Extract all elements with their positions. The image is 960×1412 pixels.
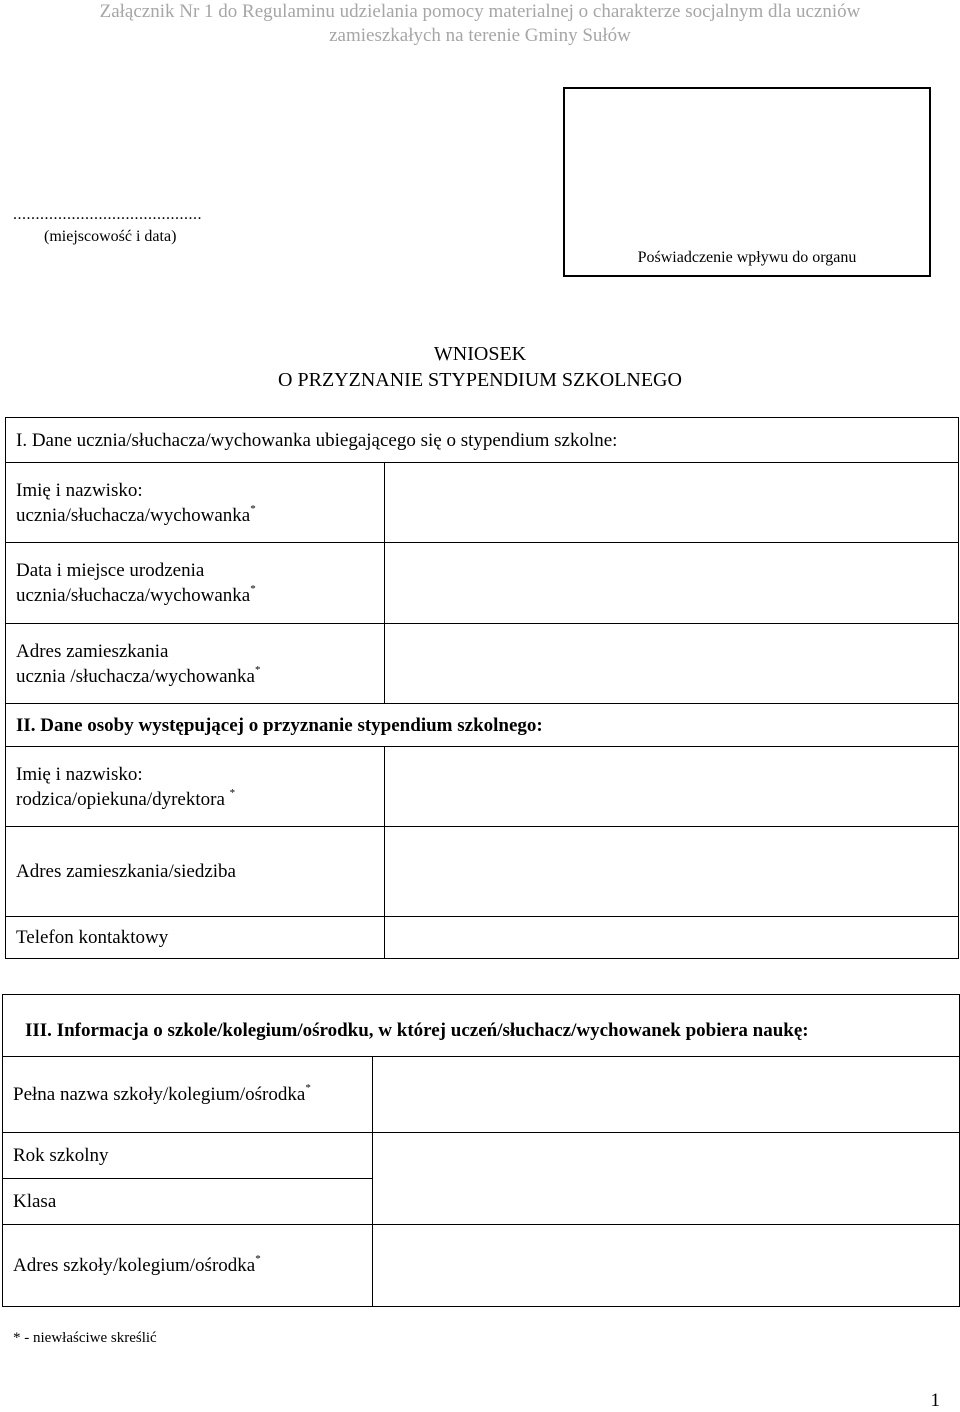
page-number: 1 [930,1390,940,1411]
receipt-stamp-label: Poświadczenie wpływu do organu [637,249,857,266]
section-1-heading: I. Dane ucznia/słuchacza/wychowanka ubiegającego się o stypendium szkolne: [6,418,959,463]
applicant-name-label: Imię i nazwisko: rodzica/opiekuna/dyrektora * [6,747,385,827]
applicant-phone-field[interactable] [385,917,959,959]
school-name-label: Pełna nazwa szkoły/kolegium/ośrodka* [3,1057,373,1133]
school-address-field[interactable] [373,1225,960,1307]
document-title: WNIOSEK [433,343,527,365]
section-3-table [2,994,960,1307]
student-name-field[interactable] [385,463,959,543]
section-3-heading: III. Informacja o szkole/kolegium/ośrodku, w której uczeń/słuchacz/wychowanek pobiera naukę: [3,995,960,1057]
school-address-label: Adres szkoły/kolegium/ośrodka* [3,1225,373,1307]
footnote: * - niewłaściwe skreślić [13,1330,157,1346]
place-date-dotted-line[interactable]: .......................................... [13,206,202,223]
school-name-field[interactable] [373,1057,960,1133]
attachment-header-line-2: zamieszkałych na terenie Gminy Sułów [329,25,631,46]
section-2-heading: II. Dane osoby występującej o przyznanie stypendium szkolnego: [6,704,959,747]
document-subtitle: O PRZYZNANIE STYPENDIUM SZKOLNEGO [278,369,682,391]
student-address-label: Adres zamieszkania ucznia /słuchacza/wychowanka* [6,624,385,704]
student-birth-label: Data i miejsce urodzenia ucznia/słuchacza/wychowanka* [6,543,385,624]
student-address-field[interactable] [385,624,959,704]
section-1-table [5,417,959,959]
applicant-phone-label: Telefon kontaktowy [6,917,385,959]
receipt-stamp-box [563,87,931,277]
student-name-label: Imię i nazwisko: ucznia/słuchacza/wychowanka* [6,463,385,543]
applicant-address-label: Adres zamieszkania/siedziba [6,827,385,917]
applicant-address-field[interactable] [385,827,959,917]
school-year-class-field[interactable] [373,1133,960,1225]
applicant-name-field[interactable] [385,747,959,827]
student-birth-field[interactable] [385,543,959,624]
school-year-label: Rok szkolny [3,1133,373,1179]
place-date-label: (miejscowość i data) [44,228,177,245]
class-label: Klasa [3,1179,373,1225]
attachment-header-line-1: Załącznik Nr 1 do Regulaminu udzielania pomocy materialnej o charakterze socjalnym dla uczniów [99,1,861,22]
